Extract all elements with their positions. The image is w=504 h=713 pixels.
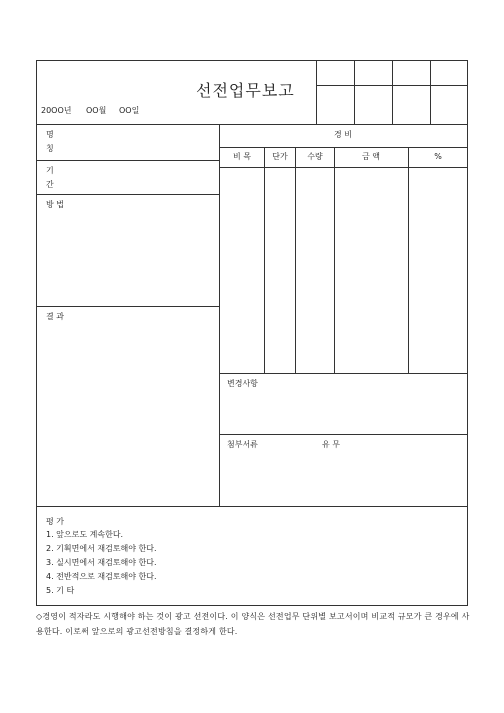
approval-grid-line: [354, 60, 355, 124]
border-left: [36, 60, 37, 606]
expense-column-line: [408, 147, 409, 373]
evaluation-option: 2. 기획면에서 재검토해야 한다.: [46, 544, 157, 553]
expense-columns-line: [219, 167, 467, 168]
label-period-2: 간: [46, 180, 54, 189]
expense-col-quantity: 수량: [307, 152, 323, 161]
section-separator: [36, 194, 219, 195]
label-result: 결 과: [46, 312, 64, 321]
label-period-1: 기: [46, 166, 54, 175]
evaluation-title: 평 가: [46, 517, 64, 526]
approval-grid-line: [392, 60, 393, 124]
border-bottom: [36, 605, 468, 606]
attachments-status: 유 무: [322, 440, 340, 449]
evaluation-option: 5. 기 타: [46, 586, 75, 595]
date-month: OO월: [86, 106, 107, 115]
form-title: 선전업무보고: [196, 81, 295, 100]
attachments-separator: [219, 434, 467, 435]
section-separator: [36, 306, 219, 307]
expense-col-amount: 금 액: [362, 152, 380, 161]
label-attachments: 첨부서류: [227, 440, 258, 449]
expense-column-line: [334, 147, 335, 373]
label-changes: 변경사항: [227, 379, 258, 388]
evaluation-option: 4. 전반적으로 재검토해야 한다.: [46, 572, 157, 581]
expense-col-item: 비 목: [233, 152, 251, 161]
border-top: [36, 60, 468, 61]
approval-grid-line: [316, 60, 317, 124]
date-year: 20OO년: [41, 106, 72, 115]
footnote: ◇경영이 적자라도 시행해야 하는 것이 광고 선전이다. 이 양식은 선전업무 단위별 보고서이며 비교적 규모가 큰 경우에 사용한다. 이로써 앞으로의 광고선전방침을 결정하게 한다.: [36, 612, 470, 636]
approval-grid-line: [316, 85, 467, 86]
border-right: [467, 60, 468, 606]
evaluation-option: 1. 앞으로도 계속한다.: [46, 530, 124, 539]
label-method: 방 법: [46, 200, 64, 209]
changes-separator: [219, 373, 467, 374]
header-separator: [36, 124, 468, 125]
expense-col-percent: %: [434, 152, 442, 161]
date-day: OO일: [119, 106, 140, 115]
evaluation-separator: [36, 506, 468, 507]
expense-col-unit-price: 단가: [272, 152, 288, 161]
expense-column-line: [264, 147, 265, 373]
expense-header: 경 비: [334, 130, 352, 139]
label-name-1: 명: [46, 130, 54, 139]
left-column-divider: [219, 124, 220, 506]
section-separator: [36, 160, 219, 161]
label-name-2: 칭: [46, 144, 54, 153]
evaluation-option: 3. 실시면에서 재검토해야 한다.: [46, 558, 157, 567]
approval-grid-line: [430, 60, 431, 124]
expense-column-line: [295, 147, 296, 373]
expense-header-line: [219, 147, 467, 148]
